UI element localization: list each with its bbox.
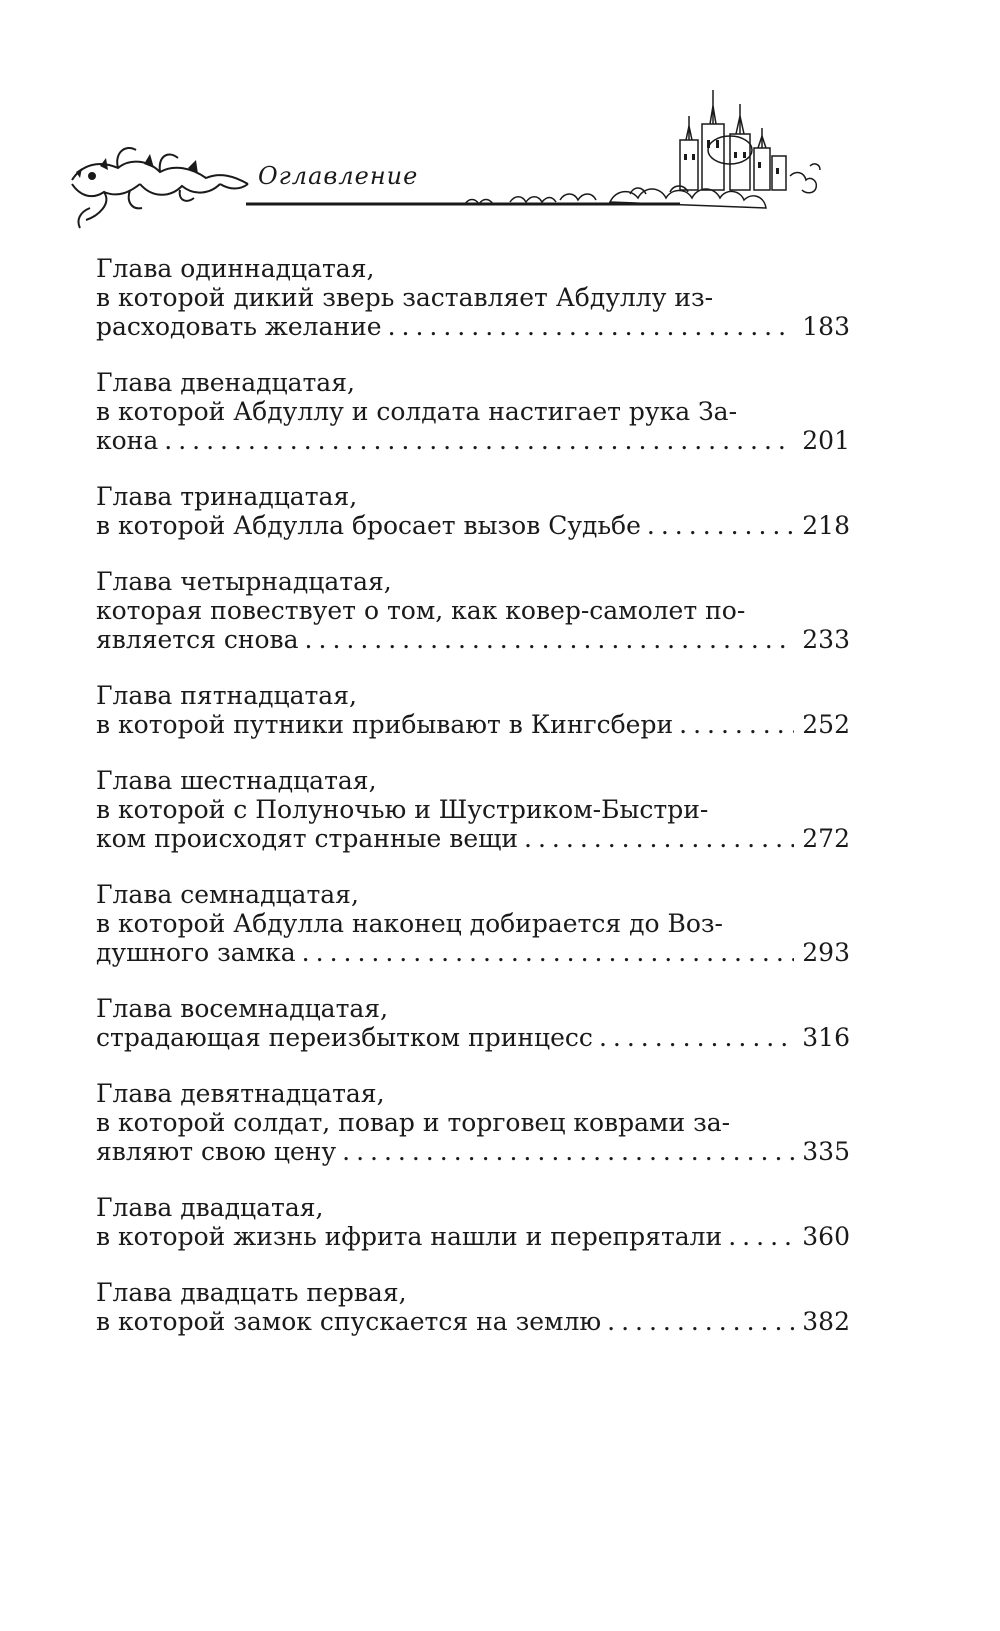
chapter-heading: Глава пятнадцатая,	[96, 681, 357, 710]
chapter-last-line	[96, 1023, 850, 1052]
chapter-description-line: в которой путники прибывают в Кингсбери	[96, 710, 674, 739]
chapter-heading: Глава двенадцатая,	[96, 368, 355, 397]
page-number: 183	[802, 312, 850, 341]
header-ornament	[70, 80, 860, 250]
page-number: 335	[802, 1137, 850, 1166]
page-number: 316	[802, 1023, 850, 1052]
chapter-description-line: в которой замок спускается на землю	[96, 1307, 602, 1336]
chapter-description-line: в которой жизнь ифрита нашли и перепрятали	[96, 1222, 723, 1251]
chapter-last-line	[96, 1307, 850, 1336]
chapter-description-line: в которой солдат, повар и торговец коврами за-	[96, 1108, 731, 1137]
dot-leader	[164, 426, 794, 455]
page-number: 218	[802, 511, 850, 540]
toc-entry[interactable]	[96, 368, 850, 455]
toc-header	[70, 80, 860, 250]
chapter-last-line	[96, 511, 850, 540]
chapter-heading: Глава восемнадцатая,	[96, 994, 389, 1023]
chapter-description-line: в которой дикий зверь заставляет Абдуллу из-	[96, 283, 714, 312]
chapter-heading: Глава девятнадцатая,	[96, 1079, 385, 1108]
chapter-heading: Глава шестнадцатая,	[96, 766, 377, 795]
chapter-last-line	[96, 824, 850, 853]
chapter-description-line: в которой Абдулла бросает вызов Судьбе	[96, 511, 641, 540]
chapter-last-line	[96, 625, 850, 654]
dot-leader	[728, 1222, 794, 1251]
chapter-description-line: являют свою цену	[96, 1137, 337, 1166]
dot-leader	[647, 511, 794, 540]
dot-leader	[607, 1307, 794, 1336]
dot-leader	[388, 312, 794, 341]
chapter-description-line: душного замка	[96, 938, 296, 967]
chapter-last-line	[96, 426, 850, 455]
dot-leader	[305, 625, 794, 654]
chapter-heading: Глава семнадцатая,	[96, 880, 359, 909]
page-number: 252	[802, 710, 850, 739]
toc-entry[interactable]	[96, 254, 850, 341]
toc-title: Оглавление	[258, 162, 419, 190]
castle-icon	[610, 90, 820, 208]
chapter-description-line: в которой с Полуночью и Шустриком-Быстри-	[96, 795, 709, 824]
toc-entry[interactable]	[96, 880, 850, 967]
table-of-contents	[96, 254, 850, 1363]
chapter-description-line: кона	[96, 426, 159, 455]
chapter-last-line	[96, 938, 850, 967]
chapter-heading: Глава одиннадцатая,	[96, 254, 375, 283]
dot-leader	[342, 1137, 794, 1166]
chapter-description-line: является снова	[96, 625, 299, 654]
dragon-ornament-icon	[72, 148, 248, 228]
chapter-last-line	[96, 312, 850, 341]
toc-entry[interactable]	[96, 766, 850, 853]
page-number: 272	[802, 824, 850, 853]
dot-leader	[599, 1023, 794, 1052]
page-number: 360	[802, 1222, 850, 1251]
chapter-last-line	[96, 710, 850, 739]
chapter-description-line: которая повествует о том, как ковер-самолет по-	[96, 596, 746, 625]
chapter-last-line	[96, 1222, 850, 1251]
chapter-description-line: в которой Абдулла наконец добирается до Воз-	[96, 909, 723, 938]
toc-entry[interactable]	[96, 1193, 850, 1251]
page-number: 293	[802, 938, 850, 967]
chapter-description-line: страдающая переизбытком принцесс	[96, 1023, 593, 1052]
dot-leader	[679, 710, 794, 739]
chapter-last-line	[96, 1137, 850, 1166]
toc-entry[interactable]	[96, 1079, 850, 1166]
toc-entry[interactable]	[96, 1278, 850, 1336]
chapter-heading: Глава двадцать первая,	[96, 1278, 407, 1307]
chapter-heading: Глава двадцатая,	[96, 1193, 324, 1222]
toc-entry[interactable]	[96, 567, 850, 654]
toc-entry[interactable]	[96, 681, 850, 739]
page-number: 233	[802, 625, 850, 654]
chapter-description-line: ком происходят странные вещи	[96, 824, 519, 853]
page-number: 201	[802, 426, 850, 455]
chapter-description-line: расходовать желание	[96, 312, 382, 341]
chapter-heading: Глава четырнадцатая,	[96, 567, 392, 596]
chapter-description-line: в которой Абдуллу и солдата настигает рука За-	[96, 397, 738, 426]
dot-leader	[302, 938, 794, 967]
toc-entry[interactable]	[96, 482, 850, 540]
page-number: 382	[802, 1307, 850, 1336]
chapter-heading: Глава тринадцатая,	[96, 482, 358, 511]
toc-entry[interactable]	[96, 994, 850, 1052]
dot-leader	[524, 824, 794, 853]
